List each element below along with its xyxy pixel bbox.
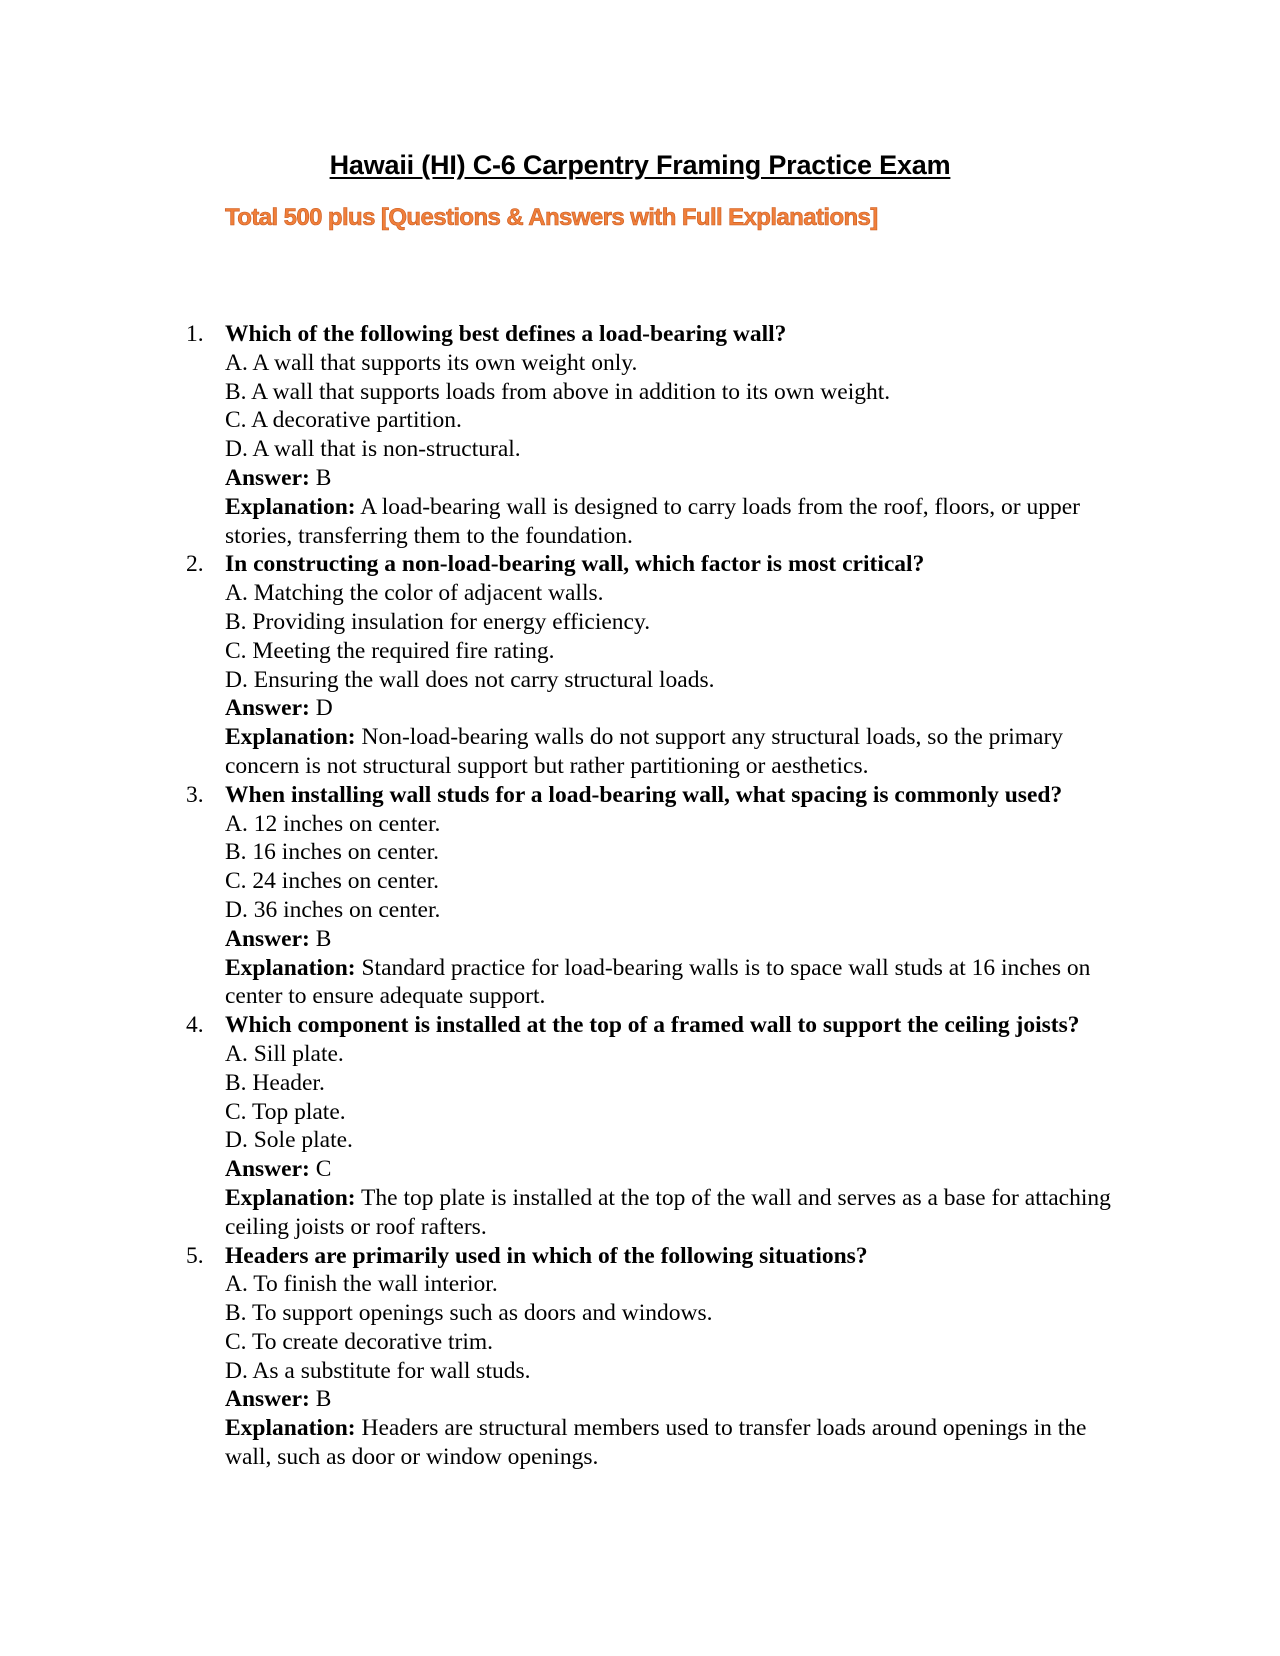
explanation-line — [225, 1184, 1123, 1242]
explanation-text: The top plate is installed at the top of the wall and serves as a base for attaching ceiling joists or roof rafters. — [225, 1184, 1111, 1240]
question-number: 2. — [186, 551, 204, 578]
option-c: C. Meeting the required fire rating. — [225, 637, 555, 664]
answer-label: Answer: — [225, 925, 310, 952]
explanation-line — [225, 1414, 1123, 1472]
option-c: C. 24 inches on center. — [225, 868, 440, 895]
explanation-label: Explanation: — [225, 724, 356, 751]
explanation-label: Explanation: — [225, 954, 356, 981]
answer-value: B — [315, 925, 332, 952]
answer-line — [225, 925, 1123, 954]
answer-label: Answer: — [225, 1156, 310, 1183]
option-b: B. Providing insulation for energy efficiency. — [225, 608, 651, 635]
explanation-text: A load-bearing wall is designed to carry loads from the roof, floors, or upper stories, transferring them to the foundation. — [225, 493, 1081, 549]
explanation-text: Non-load-bearing walls do not support any structural loads, so the primary concern is not structural support but rather partitioning or aesthetics. — [225, 724, 1064, 779]
option-b: B. A wall that supports loads from above in addition to its own weight. — [225, 378, 891, 405]
option-b: B. 16 inches on center. — [225, 839, 440, 866]
answer-line — [225, 1155, 1123, 1184]
explanation-text: Headers are structural members used to transfer loads around openings in the wall, such as door or window openings. — [225, 1415, 1087, 1471]
question-text: In constructing a non-load-bearing wall, which factor is most critical? — [225, 551, 925, 578]
option-c: C. To create decorative trim. — [225, 1328, 494, 1355]
document-title: Hawaii (HI) C-6 Carpentry Framing Practice Exam — [329, 150, 951, 180]
question-item-4 — [183, 1011, 1123, 1241]
question-text: Headers are primarily used in which of the following situations? — [225, 1242, 868, 1269]
question-text: Which component is installed at the top of a framed wall to support the ceiling joists? — [225, 1012, 1080, 1039]
option-c: C. Top plate. — [225, 1098, 346, 1125]
answer-line — [225, 694, 1123, 723]
option-a: A. A wall that supports its own weight only. — [225, 349, 638, 376]
option-a: A. 12 inches on center. — [225, 810, 441, 837]
option-d: D. As a substitute for wall studs. — [225, 1357, 531, 1384]
explanation-text: Standard practice for load-bearing walls is to space wall studs at 16 inches on center to ensure adequate support. — [225, 954, 1091, 1010]
option-d: D. 36 inches on center. — [225, 896, 441, 923]
question-number: 5. — [186, 1242, 204, 1269]
question-item-3 — [183, 781, 1123, 1011]
question-text: When installing wall studs for a load-bearing wall, what spacing is commonly used? — [225, 781, 1063, 808]
question-item-2 — [183, 550, 1123, 780]
option-b: B. Header. — [225, 1069, 325, 1096]
question-number: 1. — [186, 321, 204, 347]
option-a: A. Matching the color of adjacent walls. — [225, 580, 604, 607]
answer-label: Answer: — [225, 695, 310, 722]
document-subtitle: Total 500 plus [Questions & Answers with Full Explanations] — [225, 204, 878, 231]
question-item-5 — [183, 1242, 1123, 1472]
answer-label: Answer: — [225, 1386, 310, 1413]
question-list — [183, 320, 1123, 1472]
explanation-label: Explanation: — [225, 1184, 356, 1211]
answer-line — [225, 1385, 1123, 1414]
option-c: C. A decorative partition. — [225, 407, 462, 434]
answer-value: C — [315, 1156, 332, 1183]
question-number: 3. — [186, 781, 204, 808]
option-b: B. To support openings such as doors and windows. — [225, 1300, 713, 1327]
option-a: A. Sill plate. — [225, 1040, 344, 1067]
question-text: Which of the following best defines a load-bearing wall? — [225, 321, 787, 347]
option-d: D. Ensuring the wall does not carry structural loads. — [225, 666, 715, 693]
answer-value: B — [315, 464, 332, 491]
option-a: A. To finish the wall interior. — [225, 1271, 498, 1298]
question-item-1 — [183, 320, 1123, 550]
option-d: D. A wall that is non-structural. — [225, 436, 521, 463]
explanation-line — [225, 493, 1123, 551]
answer-value: B — [315, 1386, 332, 1413]
explanation-label: Explanation: — [225, 493, 356, 520]
option-d: D. Sole plate. — [225, 1127, 353, 1154]
answer-label: Answer: — [225, 464, 310, 491]
answer-line — [225, 464, 1123, 493]
explanation-line — [225, 723, 1123, 781]
explanation-label: Explanation: — [225, 1415, 356, 1442]
question-number: 4. — [186, 1012, 204, 1039]
explanation-line — [225, 954, 1123, 1012]
answer-value: D — [315, 695, 333, 722]
